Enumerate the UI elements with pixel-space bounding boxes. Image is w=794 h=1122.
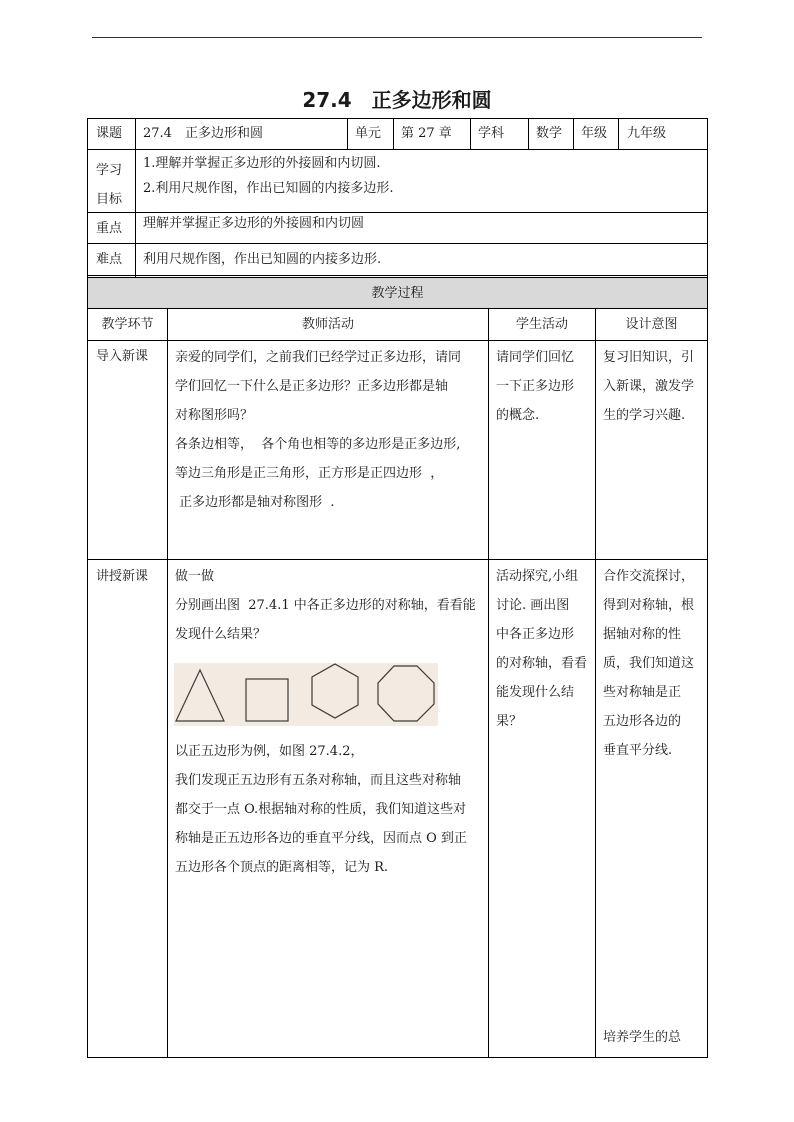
col-header-teacher: 教师活动	[301, 317, 354, 332]
label-grade: 年级	[581, 126, 608, 141]
table-line	[167, 308, 168, 1058]
col-header-stage: 教学环节	[101, 317, 154, 332]
table-line	[707, 118, 708, 1058]
square-icon	[246, 679, 288, 721]
table-line	[87, 1057, 707, 1058]
grade-value: 九年级	[627, 126, 667, 141]
col-header-student: 学生活动	[515, 317, 568, 332]
goal-item: 2.利用尺规作图，作出已知圆的内接多边形.	[143, 181, 394, 196]
table-line	[87, 277, 707, 278]
table-line	[470, 118, 471, 149]
label-subject: 学科	[478, 126, 505, 141]
table-line	[573, 118, 574, 149]
table-line	[87, 275, 707, 276]
table-line	[87, 212, 707, 213]
focus-text: 理解并掌握正多边形的外接圆和内切圆	[143, 216, 365, 231]
header-rule	[92, 37, 702, 38]
table-line	[595, 308, 596, 1058]
difficulty-text: 利用尺规作图，作出已知圆的内接多边形.	[143, 252, 382, 267]
table-line	[347, 118, 348, 149]
table-line	[393, 118, 394, 149]
teacher-activity-new-body: 以正五边形为例，如图 27.4.2， 我们发现正五边形有五条对称轴，而且这些对称轴 都交于一点 O.根据轴对称的性质，我们知道这些对 称轴是正五边形各边的垂直平分线，因而点 O 到正 五边形各个顶点的距离相等，记为 R.	[175, 744, 467, 875]
table-line	[528, 118, 529, 149]
table-line	[87, 118, 88, 1058]
design-intent-new: 合作交流探讨， 得到对称轴，根 据轴对称的性 质，我们知道这 些对称轴是正 五边形各边的 垂直平分线.	[603, 569, 695, 758]
octagon-icon	[378, 666, 434, 721]
table-line	[618, 118, 619, 149]
triangle-icon	[176, 670, 224, 721]
table-line	[87, 243, 707, 244]
polygons-figure	[174, 663, 438, 726]
design-intent-intro: 复习旧知识，引 入新课，激发学 生的学习兴趣.	[603, 350, 695, 423]
page-title: 27.4 正多边形和圆	[302, 88, 492, 112]
col-header-intent: 设计意图	[625, 317, 678, 332]
stage-intro: 导入新课	[96, 349, 149, 364]
table-line	[87, 149, 707, 150]
subject-value: 数学	[536, 126, 563, 141]
goal-item: 1.理解并掌握正多边形的外接圆和内切圆.	[143, 156, 381, 171]
table-line	[87, 308, 707, 309]
design-intent-bottom: 培养学生的总	[603, 1030, 682, 1045]
table-line	[87, 340, 707, 341]
table-line	[87, 118, 707, 119]
student-activity-intro: 请同学们回忆 一下正多边形 的概念.	[496, 350, 575, 423]
difficulty-label: 难点	[96, 252, 123, 267]
goals-label: 学习 目标	[96, 163, 123, 207]
table-line	[135, 118, 136, 277]
table-line	[87, 559, 707, 560]
unit-value: 第 27 章	[401, 126, 452, 141]
label-topic: 课题	[96, 126, 123, 141]
teacher-activity-new-intro: 做一做 分别画出图 27.4.1 中各正多边形的对称轴，看看能 发现什么结果？	[175, 569, 476, 642]
label-unit: 单元	[355, 126, 382, 141]
topic-value: 27.4 正多边形和圆	[143, 126, 263, 141]
stage-new-lesson: 讲授新课	[96, 569, 149, 584]
process-header: 教学过程	[371, 286, 424, 301]
student-activity-new: 活动探究,小组 讨论. 画出图 中各正多边形 的对称轴，看看 能发现什么结 果？	[496, 569, 588, 729]
goals-list	[143, 151, 394, 201]
teacher-activity-intro: 亲爱的同学们，之前我们已经学过正多边形，请同 学们回忆一下什么是正多边形？正多边形都是轴 对称图形吗？ 各条边相等， 各个角也相等的多边形是正多边形, 等边三角形是正三角形，正方形是正四边形 ， 正多边形都是轴对称图形 .	[175, 350, 462, 510]
focus-label: 重点	[96, 221, 123, 236]
hexagon-icon	[312, 664, 358, 718]
table-line	[488, 308, 489, 1058]
